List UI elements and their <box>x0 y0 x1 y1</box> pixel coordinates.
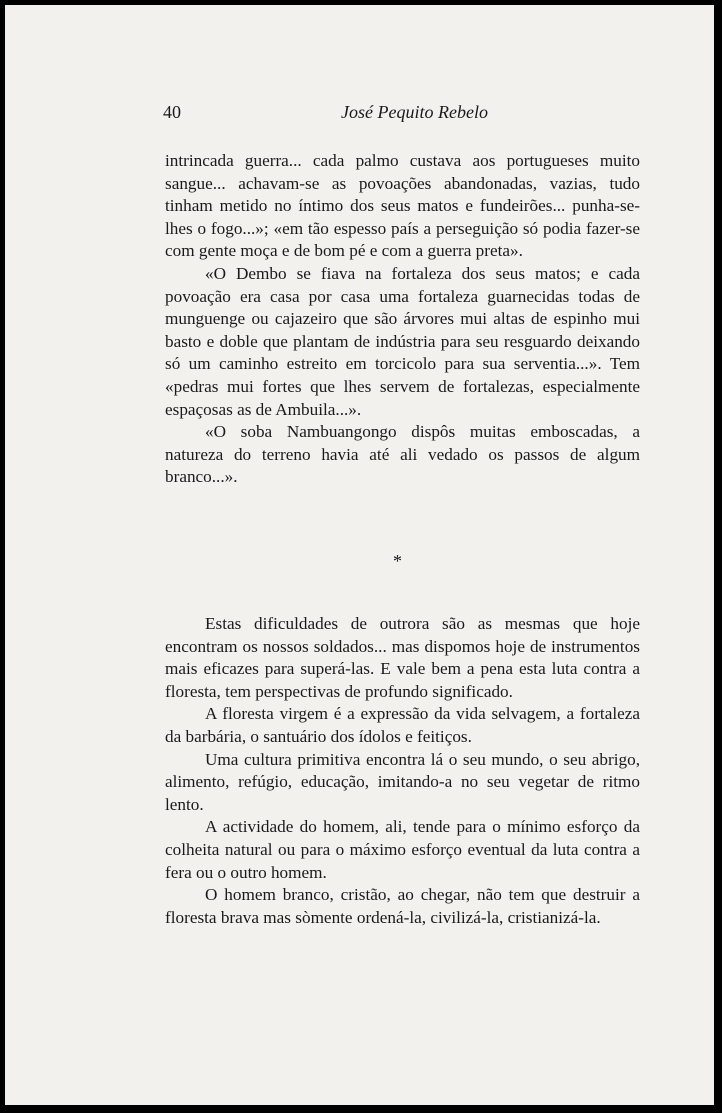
paragraph: Estas dificuldades de outrora são as mesmas que hoje encontram os nossos soldados... mas dispomos hoje de instrumentos mais eficazes para superá-las. E vale bem a pena esta luta contra a floresta, tem perspectivas de profundo significado. <box>165 614 640 701</box>
paragraph: «O Dembo se fiava na fortaleza dos seus matos; e cada povoação era casa por casa uma fortaleza guarnecidas todas de munguenge ou cajazeiro que são árvores mui altas de espinho mui basto e doble que plantam de indústria para seu resguardo deixando só um caminho estreito em torcicolo para sua serventia...». Tem «pedras mui fortes que lhes servem de fortalezas, especialmente espaçosas as de Ambuila...». <box>165 263 640 419</box>
text-block-1 <box>165 150 640 489</box>
paragraph: Uma cultura primitiva encontra lá o seu mundo, o seu abrigo, alimento, refúgio, educação, imitando-a no seu vegetar de ritmo lento. <box>165 749 640 814</box>
section-separator: * <box>393 551 402 571</box>
paragraph: A actividade do homem, ali, tende para o mínimo esforço da colheita natural ou para o máximo esforço eventual da luta contra a fera ou o outro homem. <box>165 817 640 882</box>
text-block-2 <box>165 613 640 929</box>
page-number: 40 <box>163 102 181 122</box>
paragraph: A floresta virgem é a expressão da vida selvagem, a fortaleza da barbária, o santuário dos ídolos e feitiços. <box>165 704 640 746</box>
paragraph: intrincada guerra... cada palmo custava aos portugueses muito sangue... achavam-se as povoações abandonadas, vazias, tudo tinham metido no íntimo dos seus matos e fundeirões... punha-se-lhes o fogo...»; «em tão espesso país a perseguição só podia fazer-se com gente moça e de bom pé e com a guerra preta». <box>165 151 640 261</box>
book-page <box>5 5 714 1105</box>
running-header <box>163 102 643 128</box>
running-head-author: José Pequito Rebelo <box>341 102 488 122</box>
paragraph: «O soba Nambuangongo dispôs muitas emboscadas, a natureza do terreno havia até ali vedado os passos de algum branco...». <box>165 422 640 487</box>
paragraph: O homem branco, cristão, ao chegar, não tem que destruir a floresta brava mas sòmente ordená-la, civilizá-la, cristianizá-la. <box>165 885 640 927</box>
